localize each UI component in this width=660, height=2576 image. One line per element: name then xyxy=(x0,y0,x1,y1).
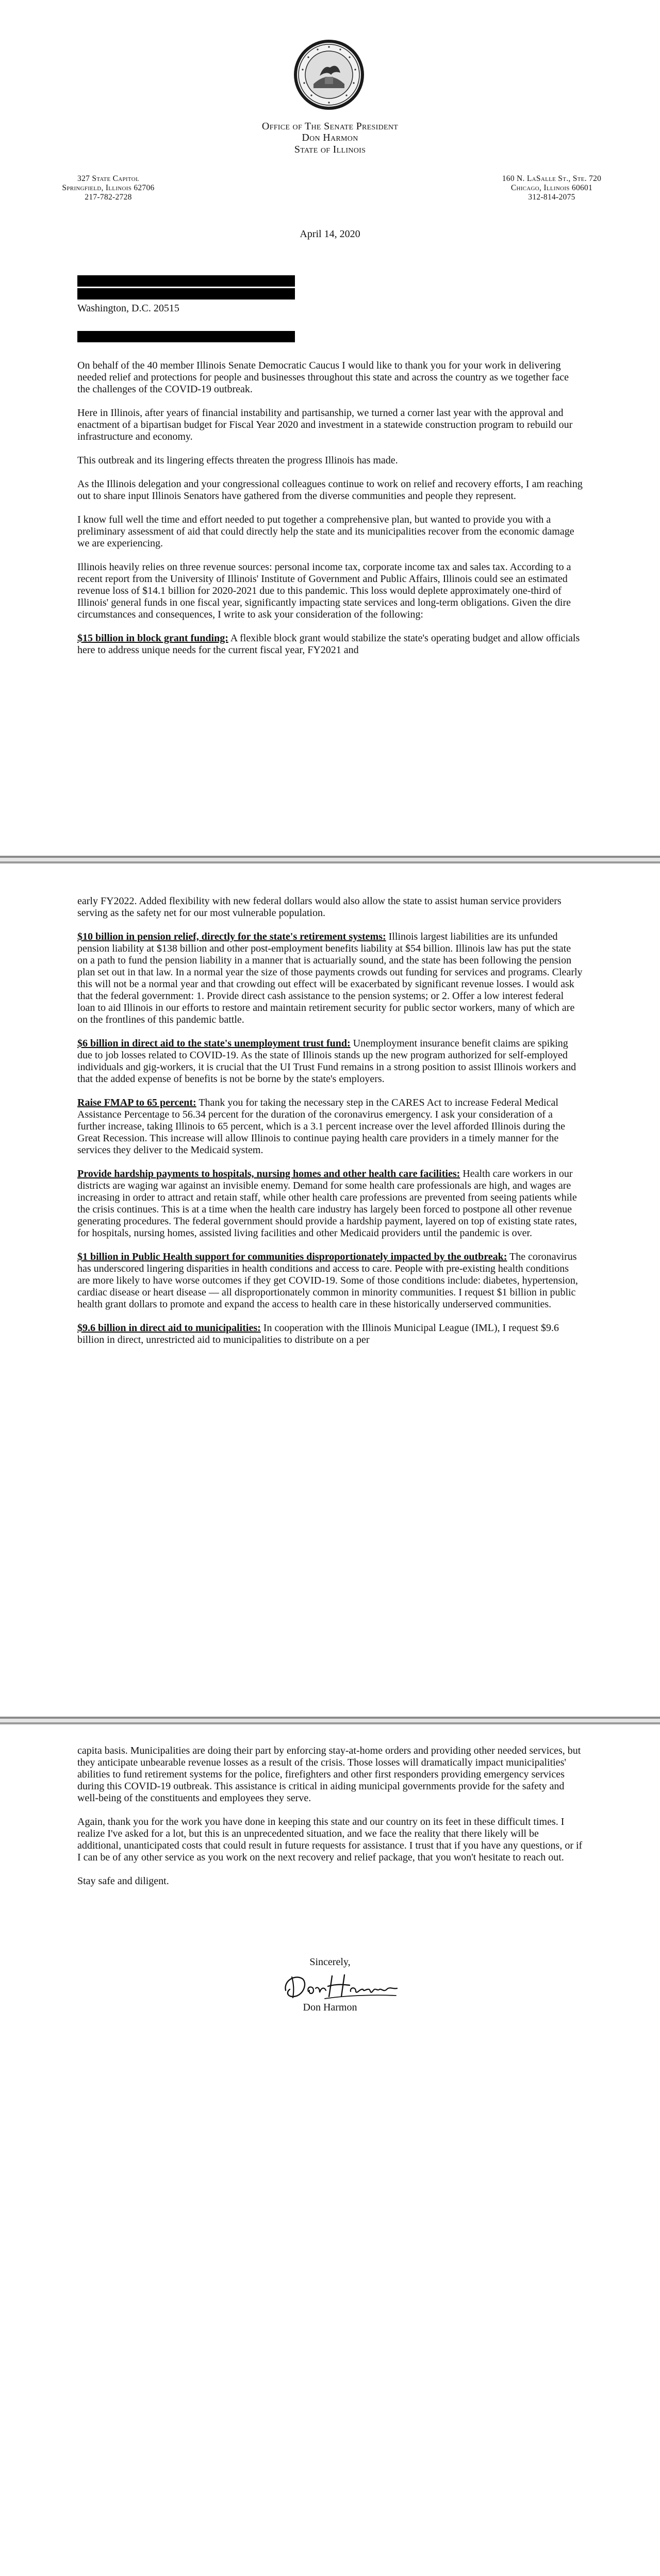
request-text: Health care workers in our districts are waging war against an invisible enemy. Demand for some health care professionals are high, and wages are increasing in order to attract and retain staff, while other health care professions are prevented from seeing patients while the crisis continues. This is at a time when the health care industry has largely been forced to postpone all other revenue generating procedures. The federal government should provide a hardship payment, layered on top of existing state rates, for hospitals, nursing homes, assisted living facilities and other Medicaid providers until the pandemic is over. xyxy=(77,1168,577,1239)
address-line: Springfield, Illinois 62706 xyxy=(62,184,155,192)
office-state: State of Illinois xyxy=(294,144,366,155)
request-heading: Provide hardship payments to hospitals, nursing homes and other health care facilities: xyxy=(77,1168,460,1179)
phone-number: 312-814-2075 xyxy=(528,193,575,202)
redacted-salutation xyxy=(77,331,295,342)
request-heading: $1 billion in Public Health support for communities disproportionately impacted by the outbreak: xyxy=(77,1251,507,1262)
paragraph: On behalf of the 40 member Illinois Senate Democratic Caucus I would like to thank you for your work in delivering needed relief and protections for people and businesses throughout this state and across the country as we together face the challenges of the COVID-19 outbreak. xyxy=(77,360,569,395)
address-line: 327 State Capitol xyxy=(77,174,139,183)
paragraph: Again, thank you for the work you have done in keeping this state and our country on its feet in these difficult times. I realize I've asked for a lot, but this is an unprecedented situation, and we face the reality that there likely will be additional, unanticipated costs that could result in future requests for assistance. I trust that if you have any questions, or if I can be of any other service as you work on the next recovery and relief package, that you won't hesitate to reach out. xyxy=(77,1816,583,1863)
request-public-health xyxy=(77,1251,583,1310)
request-heading: $15 billion in block grant funding: xyxy=(77,633,228,644)
signatory-name: Don Harmon xyxy=(303,2002,357,2013)
letter-body-page-2 xyxy=(77,895,583,1358)
request-heading: $9.6 billion in direct aid to municipalities: xyxy=(77,1322,261,1334)
request-fmap xyxy=(77,1097,583,1156)
paragraph: Here in Illinois, after years of financial instability and partisanship, we turned a corner last year with the approval and enactment of a bipartisan budget for Fiscal Year 2020 and investment in a statewide construction program to rebuild our infrastructure and economy. xyxy=(77,407,573,442)
handwritten-signature-icon xyxy=(278,1966,402,2002)
redacted-block xyxy=(77,288,295,300)
office-title: Office of The Senate President xyxy=(261,121,399,132)
request-municipal-aid xyxy=(77,1322,583,1346)
paragraph: capita basis. Municipalities are doing their part by enforcing stay-at-home orders and providing other needed services, but they anticipate unbearable revenue losses as a result of the crisis. Those losses will dramatically impact municipalities' abilities to fund retirement systems for the police, firefighters and other first responders providing emergency services during this COVID-19 outbreak. This assistance is critical in aiding municipal governments provide for the safety and well-being of the constituents and employees they serve. xyxy=(77,1745,581,1804)
request-text: A flexible block grant would stabilize the state's operating budget and allow officials here to address unique needs for the current fiscal year, FY2021 and xyxy=(77,633,580,656)
springfield-address xyxy=(46,174,170,202)
chicago-address xyxy=(480,174,624,202)
paragraph: Illinois heavily relies on three revenue sources: personal income tax, corporate income tax and sales tax. According to a recent report from the University of Illinois' Institute of Government and Public Affairs, Illinois could see an estimated revenue loss of $14.1 billion for 2020-2021 due to this pandemic. This loss would deplete approximately one-third of Illinois' general funds in one fiscal year, significantly impacting state services and long-term obligations. Given the dire circumstances and consequences, I write to ask your consideration of the following: xyxy=(77,561,571,620)
letter-page-3 xyxy=(0,1724,660,2576)
letter-page-2 xyxy=(0,863,660,1717)
phone-number: 217-782-2728 xyxy=(85,193,132,202)
address-line: Chicago, Illinois 60601 xyxy=(510,184,593,192)
state-seal-icon xyxy=(293,39,365,111)
request-pension-relief xyxy=(77,931,583,1026)
paragraph: As the Illinois delegation and your congressional colleagues continue to work on relief and recovery efforts, I am reaching out to share input Illinois Senators have gathered from the diverse communities and people they represent. xyxy=(77,478,583,502)
request-text: Unemployment insurance benefit claims are spiking due to job losses related to COVID-19. As the state of Illinois stands up the new program authorized for self-employed individuals and gig-workers, it is crucial that the UI Trust Fund remains in a strong position to assist Illinois workers and that the added expense of benefits is not be borne by the state's employers. xyxy=(77,1038,576,1085)
letter-body-page-3 xyxy=(77,1745,583,1899)
letter-body-page-1 xyxy=(77,360,583,668)
request-heading: $10 billion in pension relief, directly for the state's retirement systems: xyxy=(77,931,386,942)
request-text: Illinois largest liabilities are its unfunded pension liability at $138 billion and other post-employment benefits liability at $54 billion. Illinois law has put the state on a path to fund the pension liability in a manner that is actuarially sound, and the state has been following the pension plan set out in that law. In a normal year the size of those payments crowds out funding for services and programs. Clearly this will not be a normal year and that crowding out effect will be exacerbated by significant revenue losses. I would ask that the federal government: 1. Provide direct cash assistance to the pension systems; or 2. Offer a low interest federal loan to aid Illinois in our efforts to restore and maintain retirement security for public sector workers, many of which are on the frontlines of this pandemic battle. xyxy=(77,931,583,1025)
office-holder-name: Don Harmon xyxy=(302,132,358,143)
recipient-city: Washington, D.C. 20515 xyxy=(77,303,179,314)
paragraph: I know full well the time and effort needed to put together a comprehensive plan, but wanted to provide you with a preliminary assessment of aid that could directly help the state and its municipalities recover from the economic damage we are experiencing. xyxy=(77,514,574,549)
request-heading: $6 billion in direct aid to the state's unemployment trust fund: xyxy=(77,1038,351,1049)
request-block-grant xyxy=(77,633,583,656)
page-separator xyxy=(0,1717,660,1724)
closing-sincerely: Sincerely, xyxy=(309,1956,351,1968)
address-line: 160 N. LaSalle St., Ste. 720 xyxy=(502,174,602,183)
letter-page-1 xyxy=(0,0,660,856)
request-hardship-payments xyxy=(77,1168,583,1239)
paragraph: early FY2022. Added flexibility with new federal dollars would also allow the state to assist human service providers serving as the safety net for our most vulnerable population. xyxy=(77,895,562,919)
paragraph: This outbreak and its lingering effects threaten the progress Illinois has made. xyxy=(77,455,398,466)
request-text: In cooperation with the Illinois Municipal League (IML), I request $9.6 billion in direct, unrestricted aid to municipalities to distribute on a per xyxy=(77,1322,559,1345)
request-unemployment-fund xyxy=(77,1038,583,1085)
letter-date: April 14, 2020 xyxy=(300,228,360,240)
redacted-block xyxy=(77,275,295,287)
paragraph: Stay safe and diligent. xyxy=(77,1875,169,1887)
request-text: Thank you for taking the necessary step in the CARES Act to increase Federal Medical Assistance Percentage to 56.34 percent for the duration of the coronavirus emergency. I ask your consideration of a further increase, taking Illinois to 65 percent, which is a 3.1 percent increase over the level afforded Illinois during the Great Recession. This increase will allow Illinois to continue paying health care providers in a timely manner for the services they deliver to the Medicaid system. xyxy=(77,1097,565,1156)
page-separator xyxy=(0,856,660,863)
request-heading: Raise FMAP to 65 percent: xyxy=(77,1097,196,1108)
request-text: The coronavirus has underscored lingering disparities in health conditions and access to care. People with pre-existing health conditions are more likely to have worse outcomes if they get COVID-19. Some of those conditions include: diabetes, hypertension, cardiac disease or heart disease — all disproportionately common in minority communities. I request $1 billion in public health grant dollars to promote and expand the access to health care in these historically underserved communities. xyxy=(77,1251,578,1310)
